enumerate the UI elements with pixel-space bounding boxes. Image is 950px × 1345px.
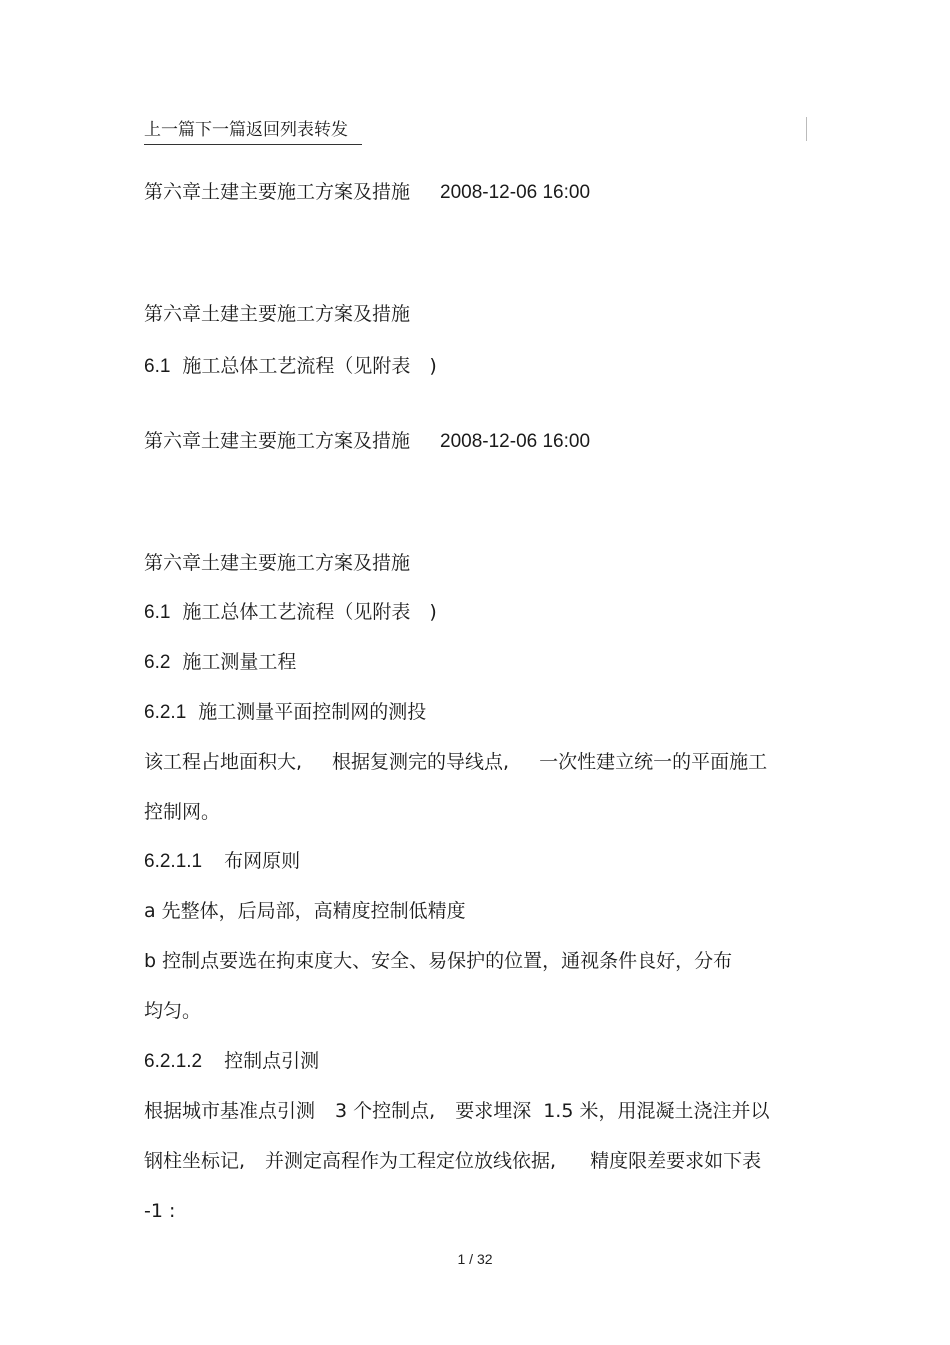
section-6-2-1-2 <box>144 1049 319 1074</box>
text-run: 根据城市基准点引测 <box>144 1100 316 1122</box>
entry-datetime: 2008-12-06 16:00 <box>440 431 591 452</box>
chapter-heading-2: 第六章土建主要施工方案及措施 <box>144 552 411 574</box>
chapter-heading-1: 第六章土建主要施工方案及措施 <box>144 303 411 325</box>
section-text: 布网原则 <box>224 850 301 872</box>
article-nav <box>144 118 362 145</box>
text-run: 该工程占地面积大, <box>144 751 303 773</box>
list-item-b-line-1: b 控制点要选在拘束度大、安全、易保护的位置，通视条件良好，分布 <box>144 950 733 972</box>
entry-title-1 <box>144 180 590 205</box>
section-6-1 <box>144 600 437 625</box>
paragraph-1-line-1 <box>144 750 767 774</box>
text-run: 钢柱坐标记, <box>144 1150 246 1172</box>
section-number: 6.1 <box>144 356 171 377</box>
text-run: 根据复测完的导线点, <box>332 751 510 773</box>
paragraph-1-line-2: 控制网。 <box>144 801 221 823</box>
section-6-2-1-1 <box>144 849 300 874</box>
back-to-list-link[interactable]: 返回列表 <box>246 120 314 140</box>
entry-datetime: 2008-12-06 16:00 <box>440 182 591 203</box>
text-run: 1.5 米，用混凝土浇注并以 <box>543 1100 770 1122</box>
paragraph-2-line-3: -1 : <box>144 1200 176 1222</box>
section-number: 6.1 <box>144 602 171 623</box>
paragraph-2-line-2 <box>144 1149 761 1173</box>
section-number: 6.2.1.2 <box>144 1051 203 1072</box>
list-item-a: a 先整体，后局部，高精度控制低精度 <box>144 900 466 922</box>
paragraph-2-line-1 <box>144 1099 769 1123</box>
prev-article-link[interactable]: 上一篇 <box>144 120 195 140</box>
section-number: 6.2.1.1 <box>144 851 203 872</box>
section-6-1 <box>144 354 437 379</box>
section-6-2 <box>144 650 296 675</box>
forward-link[interactable]: 转发 <box>314 120 348 140</box>
entry-title-text: 第六章土建主要施工方案及措施 <box>144 181 411 203</box>
text-run: 3 个控制点, <box>335 1100 436 1122</box>
section-number: 6.2 <box>144 652 171 673</box>
page-number: 1 / 32 <box>457 1251 493 1267</box>
text-run: 一次性建立统一的平面施工 <box>539 751 768 773</box>
text-run: 精度限差要求如下表 <box>590 1150 762 1172</box>
section-text: 施工测量平面控制网的测投 <box>198 701 427 723</box>
section-text: 施工总体工艺流程（见附表 ) <box>182 601 437 623</box>
entry-title-text: 第六章土建主要施工方案及措施 <box>144 430 411 452</box>
section-text: 施工总体工艺流程（见附表 ) <box>182 355 437 377</box>
nav-divider <box>806 117 807 141</box>
section-text: 施工测量工程 <box>182 651 297 673</box>
text-run: 并测定高程作为工程定位放线依据, <box>265 1150 557 1172</box>
next-article-link[interactable]: 下一篇 <box>195 120 246 140</box>
entry-title-2 <box>144 429 590 454</box>
section-6-2-1 <box>144 700 426 725</box>
section-text: 控制点引测 <box>224 1050 320 1072</box>
list-item-b-line-2: 均匀。 <box>144 1000 202 1022</box>
text-run: 要求埋深 <box>455 1100 532 1122</box>
section-number: 6.2.1 <box>144 702 187 723</box>
